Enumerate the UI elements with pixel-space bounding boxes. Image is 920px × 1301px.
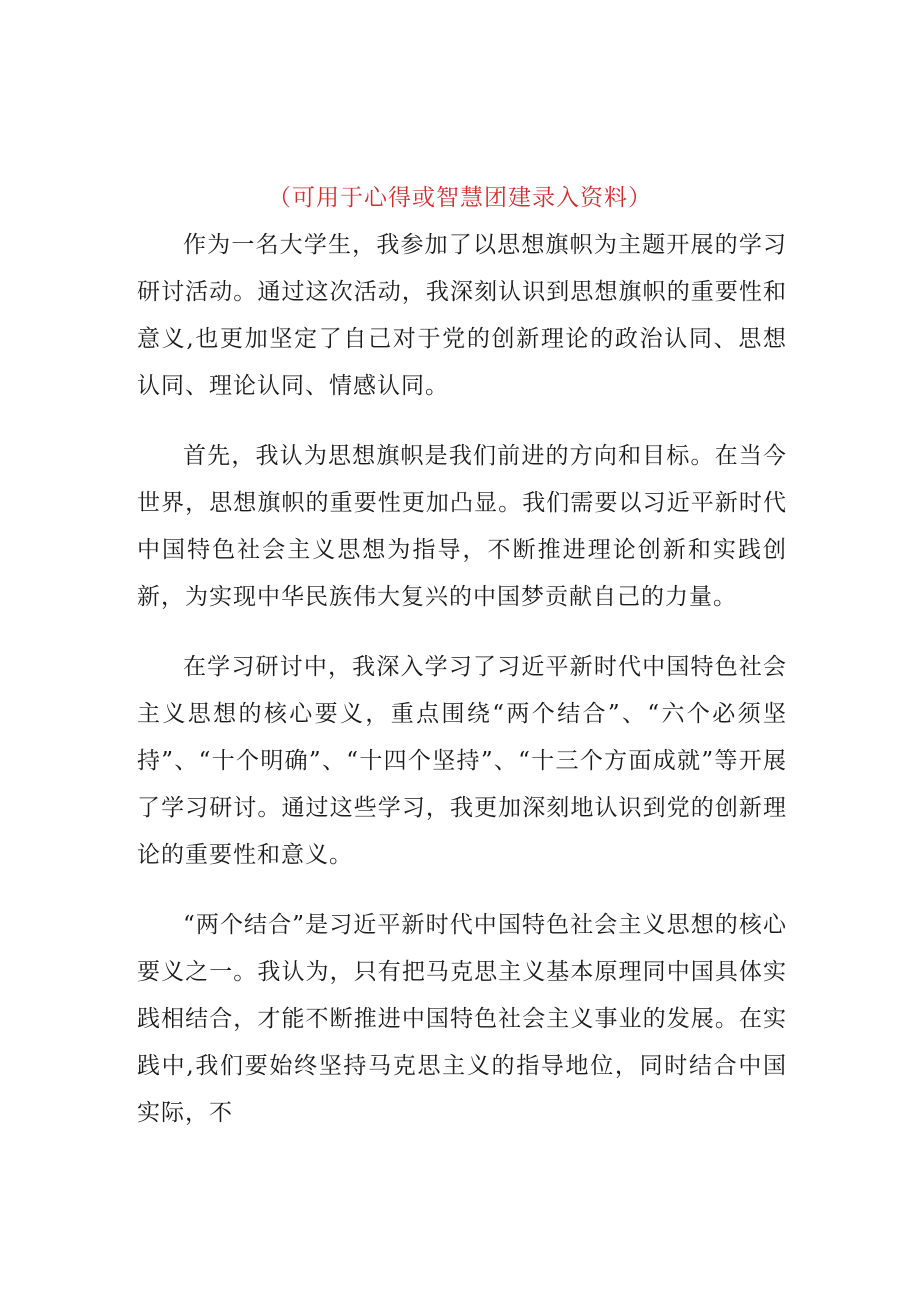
document-note: （可用于心得或智慧团建录入资料）: [268, 185, 652, 211]
document-body: [137, 222, 787, 1160]
paragraph-1: 作为一名大学生，我参加了以思想旗帜为主题开展的学习研讨活动。通过这次活动，我深刻认识到思想旗帜的重要性和意义,也更加坚定了自己对于党的创新理论的政治认同、思想认同、理论认同、情感认同。: [137, 232, 787, 399]
paragraph-4: “两个结合”是习近平新时代中国特色社会主义思想的核心要义之一。我认为，只有把马克思主义基本原理同中国具体实践相结合，才能不断推进中国特色社会主义事业的发展。在实践中,我们要始终坚持马克思主义的指导地位，同时结合中国实际，不: [137, 912, 787, 1126]
paragraph-3: 在学习研讨中，我深入学习了习近平新时代中国特色社会主义思想的核心要义，重点围绕“两个结合”、“六个必须坚持”、“十个明确”、“十四个坚持”、“十三个方面成就”等开展了学习研讨。通过这些学习，我更加深刻地认识到党的创新理论的重要性和意义。: [137, 654, 787, 868]
paragraph-2: 首先，我认为思想旗帜是我们前进的方向和目标。在当今世界，思想旗帜的重要性更加凸显。我们需要以习近平新时代中国特色社会主义思想为指导，不断推进理论创新和实践创新，为实现中华民族伟大复兴的中国梦贡献自己的力量。: [137, 443, 787, 610]
